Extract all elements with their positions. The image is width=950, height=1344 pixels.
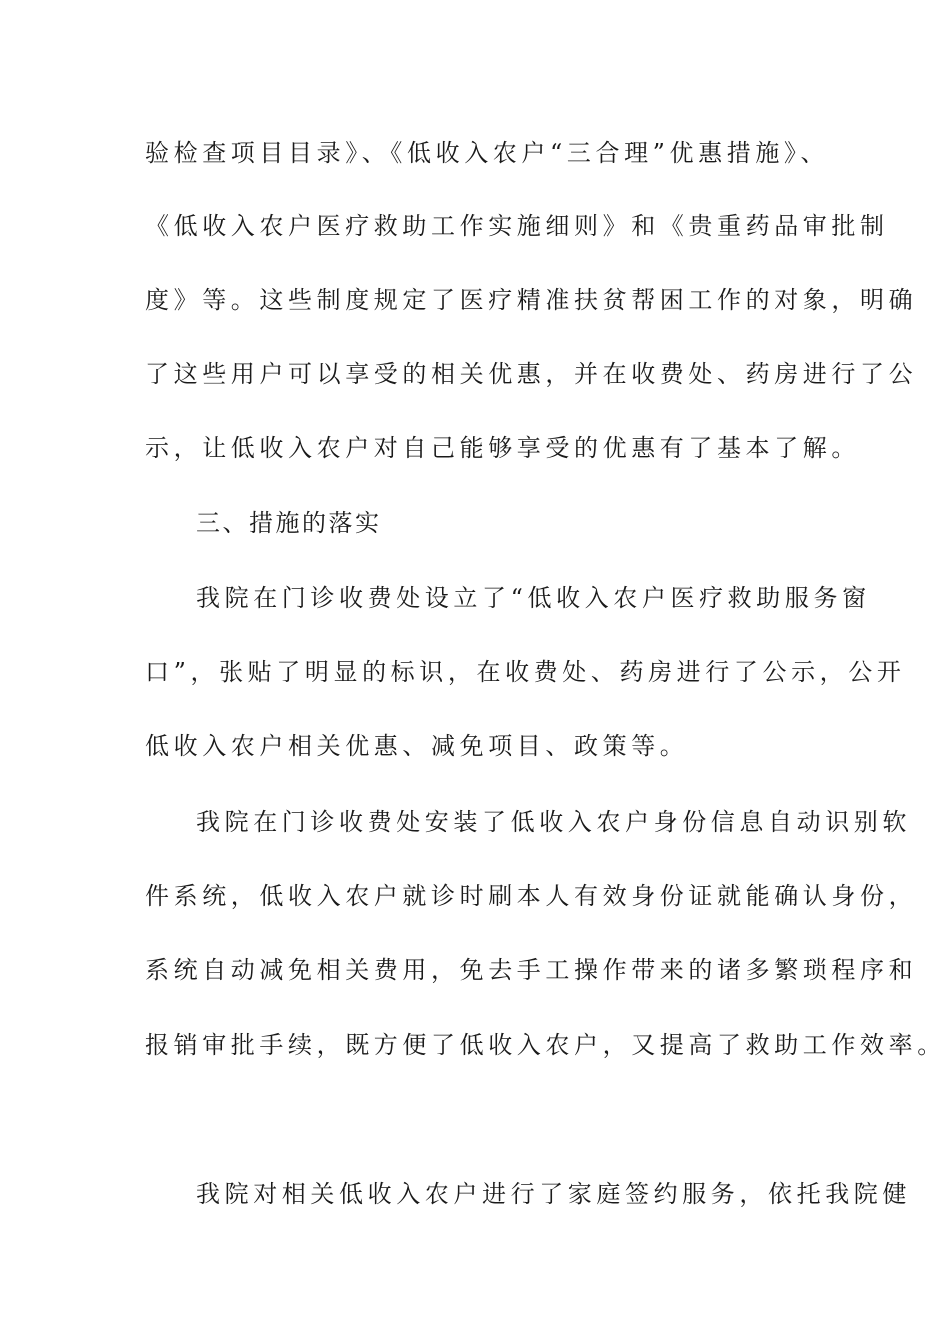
text-line: 《低收入农户医疗救助工作实施细则》和《贵重药品审批制 xyxy=(145,212,889,240)
text-line: 系统自动减免相关费用，免去手工操作带来的诸多繁琐程序和 xyxy=(145,956,918,984)
text-line: 验检查项目目录》、《低收入农户“三合理”优惠措施》、 xyxy=(145,139,830,167)
text-line: 示，让低收入农户对自己能够享受的优惠有了基本了解。 xyxy=(145,434,860,462)
text-line: 度》等。这些制度规定了医疗精准扶贫帮困工作的对象，明确 xyxy=(145,286,918,314)
text-line: 报销审批手续，既方便了低收入农户，又提高了救助工作效率。 xyxy=(145,1031,946,1059)
text-line: 口”，张贴了明显的标识，在收费处、药房进行了公示，公开 xyxy=(145,658,906,686)
text-line: 我院在门诊收费处安装了低收入农户身份信息自动识别软 xyxy=(196,808,911,836)
section-heading: 三、措施的落实 xyxy=(196,509,382,537)
text-line: 了这些用户可以享受的相关优惠，并在收费处、药房进行了公 xyxy=(145,360,918,388)
text-line: 我院在门诊收费处设立了“低收入农户医疗救助服务窗 xyxy=(196,584,871,612)
text-line: 低收入农户相关优惠、减免项目、政策等。 xyxy=(145,732,689,760)
text-line: 件系统，低收入农户就诊时刷本人有效身份证就能确认身份， xyxy=(145,882,918,910)
text-line: 我院对相关低收入农户进行了家庭签约服务，依托我院健 xyxy=(196,1180,911,1208)
